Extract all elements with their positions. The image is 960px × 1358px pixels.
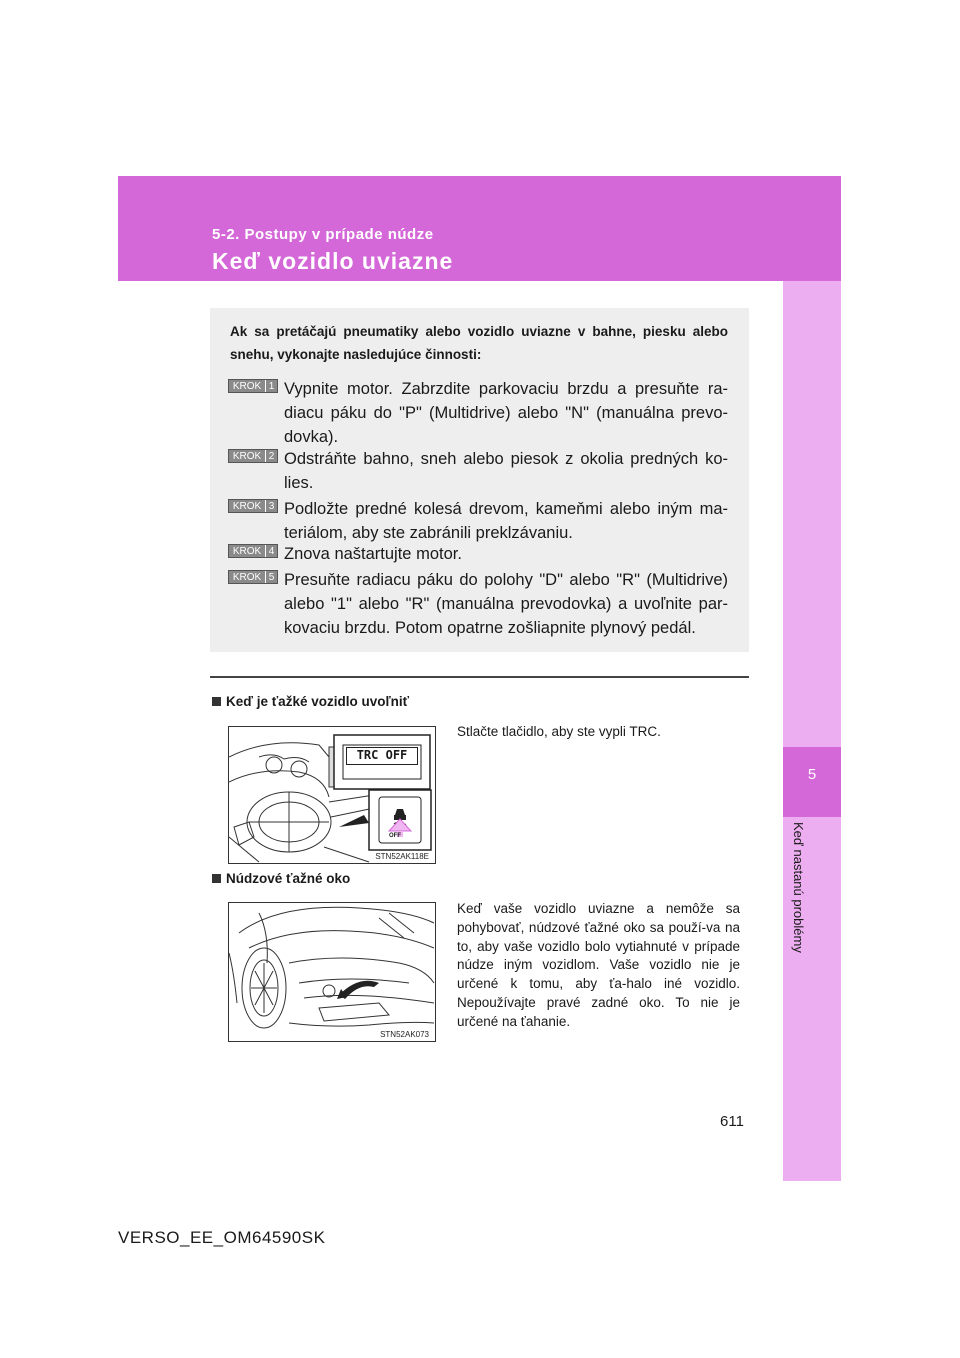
heading-release-text: Keď je ťažké vozidlo uvoľniť [226,694,410,709]
intro-text: Ak sa pretáčajú pneumatiky alebo vozidlo uviazne v bahne, piesku alebo snehu, vykonajte nasledujúce činnosti: [230,324,728,362]
step-keyword: KROK [229,571,266,583]
step-text: Podložte predné kolesá drevom, kameňmi alebo iným ma-teriálom, aby ste zabránili preklzávaniu. [284,500,728,542]
step-keyword: KROK [229,500,266,512]
heading-tow [212,871,350,886]
step-number: 2 [268,451,275,462]
step-number: 5 [268,572,275,583]
step-text: Presuňte radiacu páku do polohy "D" alebo "R" (Multidrive) alebo "1" alebo "R" (manuálna prevodovka) a uvoľnite par-kovaciu brzdu. Potom opatrne zošliapnite plynový pedál. [284,571,728,637]
square-bullet-icon [212,874,221,883]
off-button-label: OFF [389,833,401,839]
square-bullet-icon [212,697,221,706]
step-number: 1 [268,381,275,392]
step-number: 4 [268,546,275,557]
step-number: 3 [268,501,275,512]
heading-tow-text: Núdzové ťažné oko [226,871,351,886]
figure-towing-eye [228,902,436,1042]
document-code: VERSO_EE_OM64590SK [118,1228,326,1247]
step-badge [228,570,278,584]
trc-off-label: TRC OFF [346,747,418,765]
chapter-number: 5 [807,766,817,783]
section-divider [210,676,749,678]
step-keyword: KROK [229,545,266,557]
page-number: 611 [720,1113,744,1130]
step-badge [228,544,278,558]
step-keyword: KROK [229,380,266,392]
figure-code: STN52AK118E [375,852,429,861]
step-keyword: KROK [229,450,266,462]
figure-code: STN52AK073 [380,1030,429,1039]
chapter-title-text: Keď nastanú problémy [791,822,806,953]
step-text: Znova naštartujte motor. [284,545,462,563]
page-title: Keď vozidlo uviazne [212,248,454,274]
towing-eye-illustration [229,903,435,1041]
side-tab [783,281,841,1181]
heading-release [212,694,409,709]
step-text: Odstráňte bahno, sneh alebo piesok z okolia predných ko-lies. [284,450,728,492]
chapter-title [784,822,808,1012]
figure-trc-off [228,726,436,864]
info-box [210,308,749,652]
step-badge [228,379,278,393]
tow-text: Keď vaše vozidlo uviazne a nemôže sa pohybovať, núdzové ťažné oko sa použí-va na to, aby vaše vozidlo bolo vytiahnuté v prípade núdze iným vozidlom. Vaše vozidlo nie je určené k tomu, aby ťa-halo iné vozidlo. Nepoužívajte pravé zadné oko. To nie je určené na ťahanie. [457,901,740,1029]
release-text: Stlačte tlačidlo, aby ste vypli TRC. [457,724,661,739]
header-band [118,176,841,281]
step-text: Vypnite motor. Zabrzdite parkovaciu brzdu a presuňte ra-diacu páku do "P" (Multidrive) alebo "N" (manuálna prevo-dovka). [284,380,728,446]
section-label: 5-2. Postupy v prípade núdze [212,226,434,243]
step-badge [228,449,278,463]
step-badge [228,499,278,513]
